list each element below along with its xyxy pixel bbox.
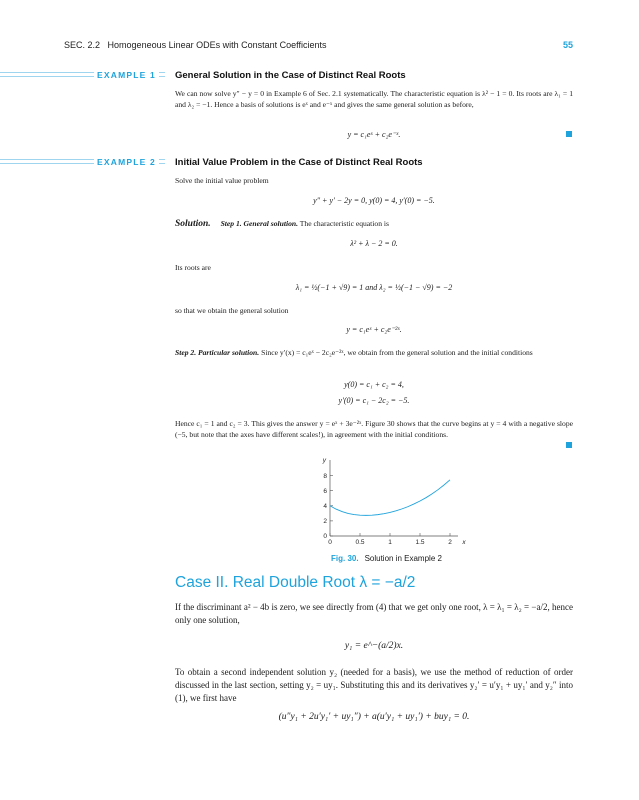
initial-condition-1: y(0) = c₁ + c₂ = 4, xyxy=(344,380,404,389)
solution-label: Solution. xyxy=(175,219,211,229)
example-1-title: General Solution in the Case of Distinct Real Roots xyxy=(175,70,406,81)
general-solution-intro: so that we obtain the general solution xyxy=(175,306,289,315)
step1-text: The characteristic equation is xyxy=(299,219,389,228)
case-2-equation-1: y₁ = e^−(a/2)x. xyxy=(344,641,404,651)
solution-chart xyxy=(300,458,470,548)
y-tick-label: 4 xyxy=(323,502,327,510)
x-tick-label: 0 xyxy=(328,539,332,546)
example-2-intro: Solve the initial value problem xyxy=(175,176,269,185)
case-2-para-1: If the discriminant a² − 4b is zero, we see directly from (4) that we get only one root, λ = λ₁ = λ₂ = −a/2, hence only one solution, xyxy=(175,602,573,625)
section-name: Homogeneous Linear ODEs with Constant Coefficients xyxy=(107,40,327,50)
roots-equation: λ₁ = ½(−1 + √9) = 1 and λ₂ = ½(−1 − √9) = −2 xyxy=(295,283,453,292)
x-axis-label: x xyxy=(462,539,466,546)
case-2-equation-2: (u″y₁ + 2u′y₁′ + uy₁″) + a(u′y₁ + uy₁′) + buy₁ = 0. xyxy=(278,712,470,722)
example-2-title: Initial Value Problem in the Case of Distinct Real Roots xyxy=(175,157,423,168)
x-tick-label: 2 xyxy=(448,539,452,546)
page-number: 55 xyxy=(562,40,573,50)
section-title xyxy=(64,40,327,50)
initial-condition-2: y′(0) = c₁ − 2c₂ = −5. xyxy=(338,396,410,405)
step2-text: Since y′(x) = c₁eˣ − 2c₂e⁻²ˣ, we obtain from the general solution and the initial conditions xyxy=(261,348,533,357)
example-2-label: EXAMPLE 2 xyxy=(94,157,159,167)
y-tick-label: 0 xyxy=(323,533,327,541)
end-of-example-square xyxy=(566,442,572,448)
roots-intro: Its roots are xyxy=(175,263,211,272)
example-1-text: We can now solve y″ − y = 0 in Example 6 of Sec. 2.1 systematically. The characteristic equation is λ² − 1 = 0. Its roots are λ₁ = 1 and λ₂ = −1. Hence a basis of solutions is eˣ and e⁻ˣ and gives the same general solution as before, xyxy=(175,89,573,109)
x-tick-label: 1.5 xyxy=(415,539,425,546)
example-2-step1 xyxy=(175,218,573,230)
step1-label: Step 1. General solution. xyxy=(220,219,298,228)
x-tick-label: 1 xyxy=(388,539,392,546)
step2-label: Step 2. Particular solution. xyxy=(175,348,260,357)
example-2-conclusion: Hence c₁ = 1 and c₂ = 3. This gives the answer y = eˣ + 3e⁻²ˣ. Figure 30 shows that the curve begins at y = 4 with a negative slope (−5, but note that the axes have different scales!), in agreement with the initial conditions. xyxy=(175,419,573,439)
figure-caption xyxy=(331,554,442,563)
x-tick-label: 0.5 xyxy=(355,539,365,546)
y-axis-label: y xyxy=(322,458,326,464)
characteristic-equation: λ² + λ − 2 = 0. xyxy=(350,239,398,248)
section-number: SEC. 2.2 xyxy=(64,40,101,50)
y-tick-label: 2 xyxy=(323,518,327,526)
y-tick-label: 6 xyxy=(323,487,327,495)
example-1-equation: y = c₁eˣ + c₂e⁻ˣ. xyxy=(347,130,401,139)
end-of-example-square xyxy=(566,131,572,137)
example-2-step2 xyxy=(175,347,573,358)
solution-curve xyxy=(330,480,450,516)
example-1-label: EXAMPLE 1 xyxy=(94,70,159,80)
figure-caption-text: Solution in Example 2 xyxy=(364,554,442,563)
case-2-para-2: To obtain a second independent solution y₂ (needed for a basis), we use the method of reduction of order discussed in the last section, setting y₂ = uy₁. Substituting this and its derivatives y₂′ = u′y₁ + uy₁′ and y₂″ into (1), we first have xyxy=(175,667,573,703)
figure-number: Fig. 30. xyxy=(331,554,359,563)
y-tick-label: 8 xyxy=(323,472,327,480)
running-head xyxy=(64,40,573,54)
case-2-heading: Case II. Real Double Root λ = −a/2 xyxy=(175,574,416,591)
general-solution-equation: y = c₁eˣ + c₂e⁻²ˣ. xyxy=(346,325,402,334)
example-2-ivp: y″ + y′ − 2y = 0, y(0) = 4, y′(0) = −5. xyxy=(313,196,435,205)
